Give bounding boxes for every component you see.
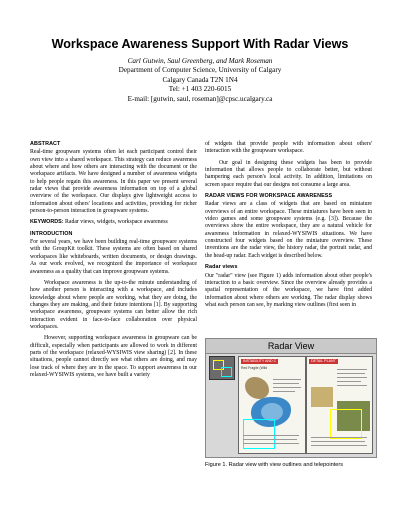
radar-views-subheading: Radar views xyxy=(205,264,238,271)
text-line xyxy=(273,387,301,388)
right-column xyxy=(205,141,372,313)
text-line xyxy=(311,445,367,446)
document-header: DETAIL PLANT xyxy=(311,359,336,363)
abstract-text: Real-time groupware systems often let each participant control their own view into a shared workspace. This strategy can reduce awareness about where and how others are interacting with the document or the workspace artifacts. We have designed a number of awareness widgets to help people regain this awareness. In this paper we present several radar views that provide awareness information on top of a global overview of the workspace. Our displays give lightweight access to information about others' locations and activities, providing for richer person-to-person interaction in groupware systems. xyxy=(30,149,197,215)
radar-miniature xyxy=(209,356,235,380)
intro-paragraph-1: For several years, we have been building real-time groupware systems with the GroupKit toolkit. These systems are often based on shared workspaces like whiteboards, written documents, or design drawings. As our work evolved, we recognized the importance of workspace awareness as a quality that can improve groupware systems. xyxy=(30,239,197,275)
figure-window-titlebar xyxy=(206,339,376,354)
workspace-document-right xyxy=(306,356,373,454)
text-line xyxy=(273,383,299,384)
radar-paragraph: Radar views are a class of widgets that are based on miniature overviews of an entire workspace. These miniatures have been seen in video games and some groupware systems (e.g. [3]). Because the overviews show the entire workspace, they are a natural vehicle for awareness information in relaxed-WYSIWIS situations. We have constructed four widgets based on the miniature overview. These inventions are the radar view, the history radar, the portrait radar, and the head-up radar. Each widget is described below. xyxy=(205,201,372,259)
radar-view-outline xyxy=(221,367,232,377)
text-line xyxy=(337,377,367,378)
paper-title: Workspace Awareness Support With Radar Views xyxy=(51,37,349,51)
text-line xyxy=(273,391,295,392)
author-email: E-mail: [gutwin, saul, roseman]@cpsc.ucalgary.ca xyxy=(127,94,273,103)
telepointer-outline xyxy=(243,419,275,449)
figure-window-title: Radar View xyxy=(267,341,315,351)
document-subtitle: Red Fragile (Wild xyxy=(241,366,268,370)
author-telephone: Tel: +1 403 220-6015 xyxy=(168,85,232,94)
abstract-heading: ABSTRACT xyxy=(30,141,61,147)
keywords-line xyxy=(30,219,197,226)
document-header: INSTABILITY AND C xyxy=(243,359,277,363)
plant-image xyxy=(311,387,333,407)
author-block xyxy=(0,57,400,104)
radar-section-heading: RADAR VIEWS FOR WORKSPACE AWARENESS xyxy=(205,193,333,200)
keywords-text: Radar views, widgets, workspace awareness xyxy=(65,219,168,226)
author-names: Carl Gutwin, Saul Greenberg, and Mark Roseman xyxy=(127,57,273,65)
text-line xyxy=(337,369,367,370)
figure-caption: Figure 1. Radar view with view outlines and telepointers xyxy=(205,462,344,468)
text-line xyxy=(243,439,297,440)
author-city: Calgary Canada T2N 1N4 xyxy=(162,75,238,84)
keywords-label: KEYWORDS: xyxy=(30,219,64,226)
right-paragraph-2: Our goal in designing these widgets has been to provide information that allows people to collaborate better, but without hampering each person's local activity. In addition, limitations on screen space require that our designs not consume a large area. xyxy=(205,159,372,188)
workspace-document-left xyxy=(238,356,306,454)
intro-paragraph-2: Workspace awareness is the up-to-the minute understanding of how another person is interacting with a workspace, and includes knowledge about where people are working, what they are doing, the changes they are making, and their future intentions [1]. By supporting workspace awareness, groupware systems can better allow the rich interaction evident in face-to-face collaboration over physical workspaces. xyxy=(30,279,197,330)
author-department: Department of Computer Science, University of Calgary xyxy=(118,66,282,75)
text-line xyxy=(337,381,361,382)
text-line xyxy=(243,435,299,436)
text-line xyxy=(311,441,365,442)
text-line xyxy=(311,437,367,438)
text-line xyxy=(243,443,299,444)
text-line xyxy=(337,373,365,374)
left-column xyxy=(30,141,197,383)
intro-paragraph-3: However, supporting workspace awareness in groupware can be difficult, especially when participants are allowed to work in different parts of the workspace (relaxed-WYSIWIS view sharing) [2]. In these situations, people cannot directly see what others are doing, and may lose track of where they are in the space. To support awareness in our relaxed-WYSIWIS systems, we have built a variety xyxy=(30,335,197,378)
text-line xyxy=(337,385,367,386)
introduction-heading: INTRODUCTION xyxy=(30,230,73,237)
right-paragraph-1: of widgets that provide people with information about others' interaction with the groupware workspace. xyxy=(205,141,372,155)
text-line xyxy=(273,379,301,380)
butterfly-image xyxy=(245,377,269,399)
telepointer-outline xyxy=(330,409,362,439)
radar-views-paragraph: Our "radar" view (see Figure 1) adds information about other people's interaction to a basic overview. Since the overview already provides a spatial representation of the workspace, we have first added information about where others are working. The radar display shows what each person can see, by marking view outlines (first seen in xyxy=(205,272,372,308)
figure-radar-view xyxy=(205,338,377,458)
